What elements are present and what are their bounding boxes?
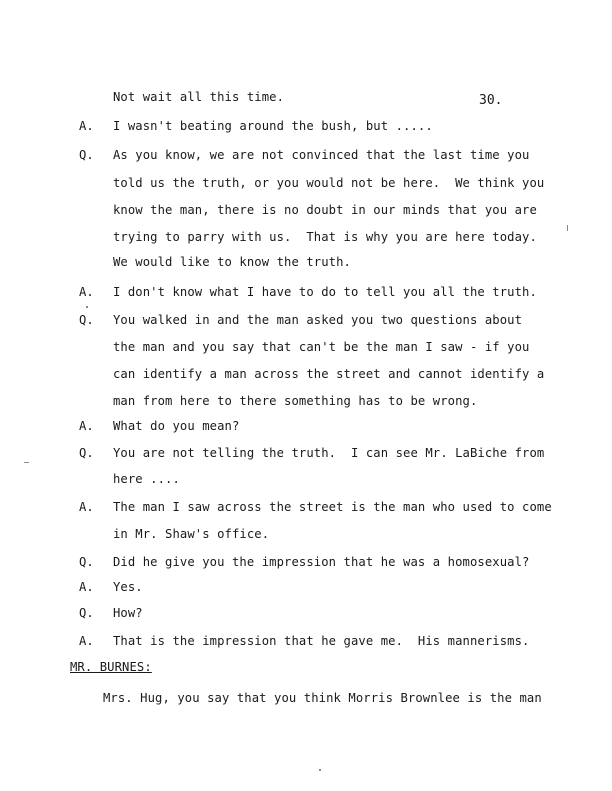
scan-speck [24,462,29,463]
transcript-line: I wasn't beating around the bush, but ..... [113,119,433,133]
transcript-line: As you know, we are not convinced that the last time you [113,148,530,162]
transcript-line: Yes. [113,580,143,594]
speaker-label: A. [79,500,94,514]
transcript-line: the man and you say that can't be the man I saw - if you [113,340,530,354]
transcript-line: That is the impression that he gave me. His mannerisms. [113,634,530,648]
transcript-line: man from here to there something has to be wrong. [113,394,478,408]
speaker-label: Q. [79,555,94,569]
speaker-label: A. [79,419,94,433]
speaker-label: Q. [79,606,94,620]
speaker-label: Q. [79,313,94,327]
speaker-heading: MR. BURNES: [70,660,152,674]
speaker-label: A. [79,634,94,648]
transcript-line: What do you mean? [113,419,240,433]
speaker-label: Q. [79,446,94,460]
transcript-line: Not wait all this time. [113,90,285,104]
transcript-line: Mrs. Hug, you say that you think Morris Brownlee is the man [103,691,542,705]
speaker-label: A. [79,119,94,133]
transcript-line: can identify a man across the street and cannot identify a [113,367,545,381]
transcript-line: We would like to know the truth. [113,255,351,269]
scan-speck [86,306,88,308]
speaker-label: A. [79,580,94,594]
transcript-line: here .... [113,472,180,486]
transcript-line: You walked in and the man asked you two questions about [113,313,523,327]
transcript-line: How? [113,606,143,620]
transcript-line: The man I saw across the street is the man who used to come [113,500,552,514]
transcript-line: You are not telling the truth. I can see Mr. LaBiche from [113,446,545,460]
transcript-line: in Mr. Shaw's office. [113,527,270,541]
page-number: 30. [479,93,503,108]
scan-speck [319,769,321,771]
transcript-line: know the man, there is no doubt in our minds that you are [113,203,537,217]
transcript-line: Did he give you the impression that he was a homosexual? [113,555,530,569]
transcript-line: told us the truth, or you would not be here. We think you [113,176,545,190]
speaker-label: A. [79,285,94,299]
transcript-line: I don't know what I have to do to tell you all the truth. [113,285,537,299]
speaker-label: Q. [79,148,94,162]
scan-speck [567,225,568,231]
transcript-line: trying to parry with us. That is why you are here today. [113,230,537,244]
